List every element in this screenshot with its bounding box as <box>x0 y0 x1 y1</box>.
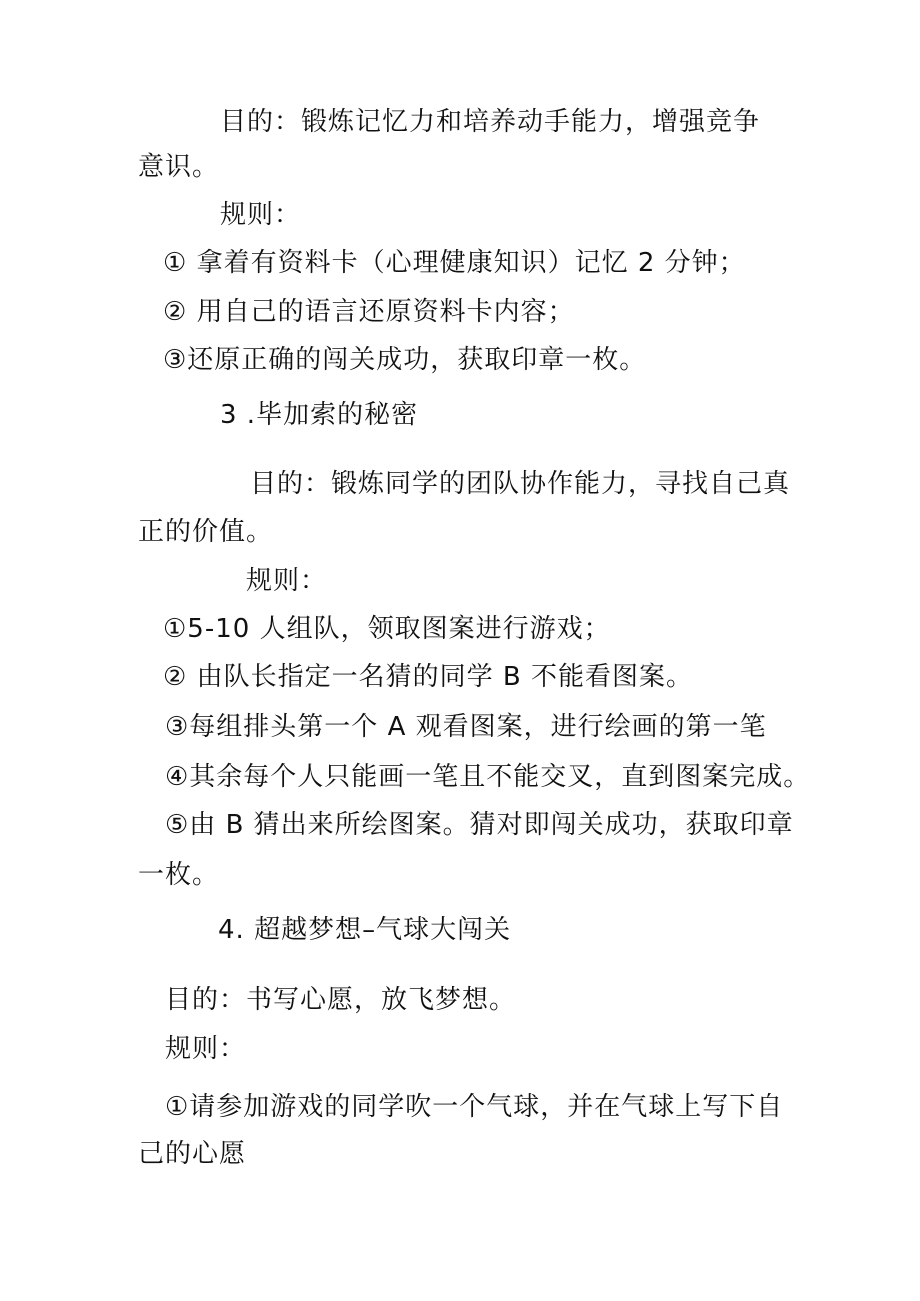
rules-heading-1: 规则： <box>220 200 302 230</box>
rule-item-1-1: ① 拿着有资料卡（心理健康知识）记忆 2 分钟； <box>163 248 746 278</box>
rule-item-2-2: ② 由队长指定一名猜的同学 B 不能看图案。 <box>163 662 693 692</box>
rule-item-2-5: ⑤由 B 猜出来所绘图案。猜对即闯关成功，获取印章 <box>165 810 794 840</box>
rule-item-1-2: ② 用自己的语言还原资料卡内容； <box>163 297 575 327</box>
paragraph-purpose-team-cont: 正的价值。 <box>138 517 274 547</box>
section-heading-3: 3 .毕加索的秘密 <box>220 400 419 430</box>
paragraph-purpose-memory-cont: 意识。 <box>138 152 220 182</box>
rule-item-2-3: ③每组排头第一个 A 观看图案，进行绘画的第一笔 <box>165 712 767 742</box>
rules-heading-2: 规则： <box>246 566 328 596</box>
paragraph-purpose-memory: 目的：锻炼记忆力和培养动手能力，增强竞争 <box>220 107 761 137</box>
rule-item-2-4: ④其余每个人只能画一笔且不能交叉，直到图案完成。 <box>165 762 811 792</box>
paragraph-purpose-team: 目的：锻炼同学的团队协作能力，寻找自己真 <box>250 469 791 499</box>
rule-item-2-1: ①5-10 人组队，领取图案进行游戏； <box>163 614 611 644</box>
rule-item-2-5-cont: 一枚。 <box>138 860 220 890</box>
section-heading-4: 4. 超越梦想–气球大闯关 <box>218 915 512 945</box>
rule-item-3-1: ①请参加游戏的同学吹一个气球，并在气球上写下自 <box>165 1092 784 1122</box>
rules-heading-3: 规则： <box>165 1034 247 1064</box>
rule-item-1-3: ③还原正确的闯关成功，获取印章一枚。 <box>163 345 647 375</box>
paragraph-purpose-dream: 目的：书写心愿，放飞梦想。 <box>165 985 517 1015</box>
rule-item-3-1-cont: 己的心愿 <box>138 1139 247 1169</box>
